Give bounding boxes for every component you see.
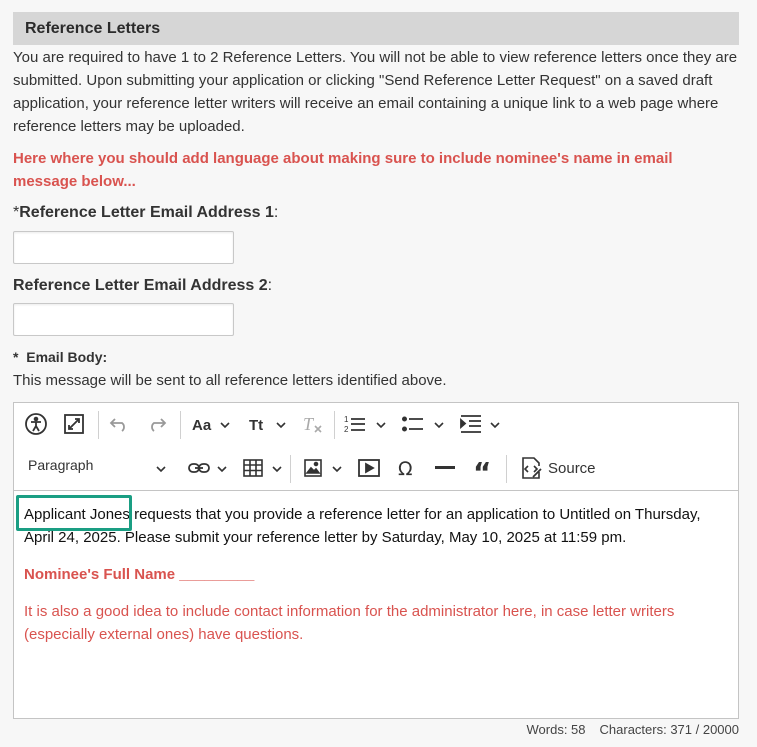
chevron-down-icon[interactable] xyxy=(272,466,282,472)
svg-text:T: T xyxy=(303,414,314,434)
nominee-name-placeholder: Nominee's Full Name _________ xyxy=(24,566,255,583)
reference-email-2-input[interactable] xyxy=(13,303,234,336)
instruction-note: Here where you should add language about making sure to include nominee's name in email message below... xyxy=(13,150,673,190)
svg-text:Tt: Tt xyxy=(249,417,264,434)
chevron-down-icon[interactable] xyxy=(490,422,500,428)
undo-icon[interactable] xyxy=(106,411,132,437)
email-body-help: This message will be sent to all reference letters identified above. xyxy=(13,372,447,389)
applicant-name: Applicant Jones xyxy=(24,506,130,523)
required-mark: * xyxy=(13,204,20,221)
special-characters-icon[interactable] xyxy=(394,455,420,481)
font-size-icon[interactable] xyxy=(190,411,216,437)
word-count xyxy=(513,722,740,737)
field1-label xyxy=(13,204,278,222)
paragraph-format-label: Paragraph xyxy=(28,457,94,473)
reference-email-1-input[interactable] xyxy=(13,231,234,264)
chevron-down-icon[interactable] xyxy=(217,466,227,472)
chevron-down-icon[interactable] xyxy=(376,422,386,428)
svg-text:Ω: Ω xyxy=(398,458,413,480)
source-label: Source xyxy=(548,459,596,477)
field2-label xyxy=(13,277,272,295)
media-icon[interactable] xyxy=(356,455,382,481)
table-icon[interactable] xyxy=(240,455,266,481)
chevron-down-icon[interactable] xyxy=(156,466,166,472)
section-header: Reference Letters xyxy=(13,12,739,45)
request-text: requests that you provide a reference letter for an application to Untitled on Thursday, April 24, 2025. Please submit your reference letter by Saturday, May 10, 2025 at 11:59 pm. xyxy=(24,506,701,546)
svg-text:“: “ xyxy=(473,456,492,489)
source-icon xyxy=(520,457,542,479)
link-icon[interactable] xyxy=(186,455,212,481)
characters-count: Characters: 371 / 20000 xyxy=(599,722,739,737)
svg-text:Aa: Aa xyxy=(192,417,212,434)
words-count: Words: 58 xyxy=(526,722,586,737)
email-body-label xyxy=(13,349,107,365)
required-mark: * xyxy=(13,349,19,365)
chevron-down-icon[interactable] xyxy=(332,466,342,472)
indent-icon[interactable] xyxy=(458,411,484,437)
bulleted-list-icon[interactable] xyxy=(400,411,426,437)
field1-label-text: Reference Letter Email Address 1 xyxy=(19,204,274,221)
chevron-down-icon[interactable] xyxy=(220,422,230,428)
fullscreen-icon[interactable] xyxy=(61,411,87,437)
accessibility-icon[interactable] xyxy=(23,411,49,437)
email-body-label-text: Email Body: xyxy=(26,349,108,365)
redo-icon[interactable] xyxy=(144,411,170,437)
chevron-down-icon[interactable] xyxy=(276,422,286,428)
source-button[interactable] xyxy=(520,455,596,481)
field2-colon: : xyxy=(267,277,273,294)
editor-toolbar xyxy=(14,403,738,491)
intro-text: You are required to have 1 to 2 Reference Letters. You will not be able to view reference letters once they are submitted. Upon submitting your application or clicking "Send Reference Letter Request" on a saved draft application, your reference letter writers will receive an email containing a unique link to a web page where reference letters may be uploaded. xyxy=(13,49,738,135)
svg-text:2: 2 xyxy=(344,425,349,434)
svg-text:1: 1 xyxy=(344,415,349,424)
image-icon[interactable] xyxy=(300,455,326,481)
text-transform-icon[interactable] xyxy=(246,411,272,437)
field2-label-text: Reference Letter Email Address 2 xyxy=(13,277,268,294)
editor-content[interactable] xyxy=(24,503,728,660)
chevron-down-icon[interactable] xyxy=(434,422,444,428)
blockquote-icon[interactable] xyxy=(470,455,496,489)
horizontal-line-icon[interactable] xyxy=(432,455,458,481)
paragraph-format-select[interactable] xyxy=(28,457,93,473)
rich-text-editor[interactable] xyxy=(13,402,739,719)
remove-format-icon[interactable] xyxy=(300,411,326,437)
letter-request-paragraph xyxy=(24,503,728,549)
contact-info-note: It is also a good idea to include contact information for the administrator here, in case letter writers (especially external ones) have questions. xyxy=(24,603,675,643)
field1-colon: : xyxy=(273,204,279,221)
numbered-list-icon[interactable] xyxy=(342,411,368,437)
